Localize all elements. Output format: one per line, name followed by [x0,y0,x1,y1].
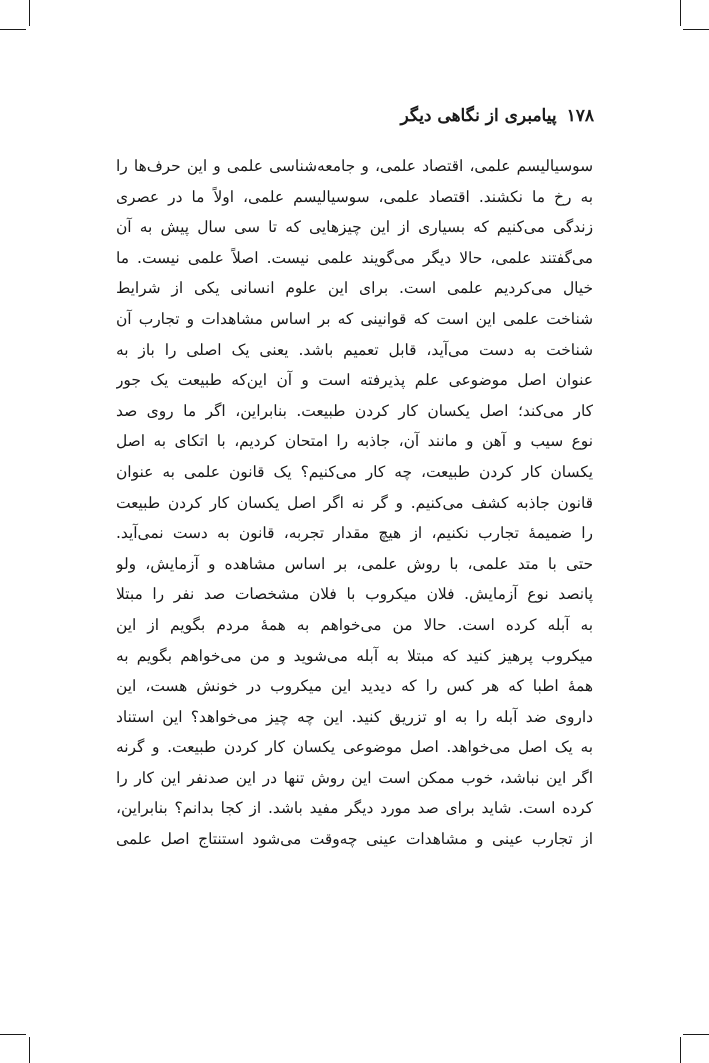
crop-mark-top-right-horizontal [683,29,709,30]
page-header [400,106,594,126]
text-line: می‌گفتند علمی، حالا دیگر می‌گویند علمی نیست. اصلاً علمی نیست. ما [116,248,593,267]
text-line: به یک اصل می‌خواهد. اصل موضوعی یکسان کار کردن طبیعت. و گرنه [116,738,593,757]
text-line: کرده است. شاید برای صد مورد دیگر مفید باشد. از کجا بدانم؟ بنابراین، [116,799,593,818]
running-title: پیامبری از نگاهی دیگر [400,106,557,126]
crop-mark-top-left-horizontal [0,29,26,30]
crop-mark-bottom-left [29,1037,30,1063]
text-line: میکروب پرهیز کنید که مبتلا به آبله می‌شوید و من می‌خواهم بگویم به [116,646,593,665]
text-line: شناخت به دست می‌آید، قابل تعمیم باشد. یعنی یک اصلی را باز به [116,340,593,359]
text-line: یکسان کار کردن طبیعت، چه کار می‌کنیم؟ یک قانون علمی به عنوان [116,462,593,481]
text-line: داروی ضد آبله را به او تزریق کنید. این چه چیز می‌خواهد؟ این استناد [116,707,593,726]
text-line: به رخ ما نکشند. اقتصاد علمی، سوسیالیسم علمی، اولاً ما در عصری [116,187,593,206]
crop-mark-bottom-left-horizontal [0,1034,26,1035]
text-line: عنوان اصل موضوعی علم پذیرفته است و آن این‌که طبیعت یک جور [116,371,593,390]
page-number: ۱۷۸ [566,106,594,126]
crop-mark-bottom-right [680,1037,681,1063]
text-line: همهٔ اطبا که هر کس را که دیدید این میکروب در خونش هست، این [116,677,593,696]
text-line: حتی با متد علمی، با روش علمی، بر اساس مشاهده و آزمایش، ولو [116,554,593,573]
text-line: نوع سیب و آهن و مانند آن، جاذبه را امتحان کردیم، با اتکای به اصل [116,432,593,451]
text-line: به آبله کرده است. حالا من می‌خواهم به همهٔ مردم بگویم از این [116,615,593,634]
text-line: شناخت علمی این است که قوانینی که بر اساس مشاهدات و تجارب آن [116,309,593,328]
body-text [116,151,593,855]
text-line: خیال می‌کردیم علمی است. برای این علوم انسانی یکی از شرایط [116,279,593,298]
text-line: کار می‌کند؛ اصل یکسان کار کردن طبیعت. بنابراین، اگر ما روی صد [116,401,593,420]
text-line: سوسیالیسم علمی، اقتصاد علمی، و جامعه‌شناسی علمی و این حرف‌ها را [116,157,593,175]
crop-mark-top-right [680,0,681,26]
crop-mark-bottom-right-horizontal [683,1034,709,1035]
text-line: اگر این نباشد، خوب ممکن است این روش تنها در این صدنفر این کار را [116,768,593,787]
text-line: از تجارب عینی و مشاهدات عینی چه‌وقت می‌شود استنتاج اصل علمی [116,830,593,849]
text-line: را ضمیمهٔ تجارب نکنیم، از هیچ مقدار تجربه، قانون به دست نمی‌آید. [116,524,593,543]
text-line: زندگی می‌کنیم که بسیاری از این چیزهایی که تا سی سال پیش به آن [116,218,593,237]
crop-mark-top-left [29,0,30,26]
text-line: پانصد نوع آزمایش. فلان میکروب با فلان مشخصات صد نفر را مبتلا [116,585,593,604]
text-line: قانون جاذبه کشف می‌کنیم. و گر نه اگر اصل یکسان کار کردن طبیعت [116,493,593,512]
